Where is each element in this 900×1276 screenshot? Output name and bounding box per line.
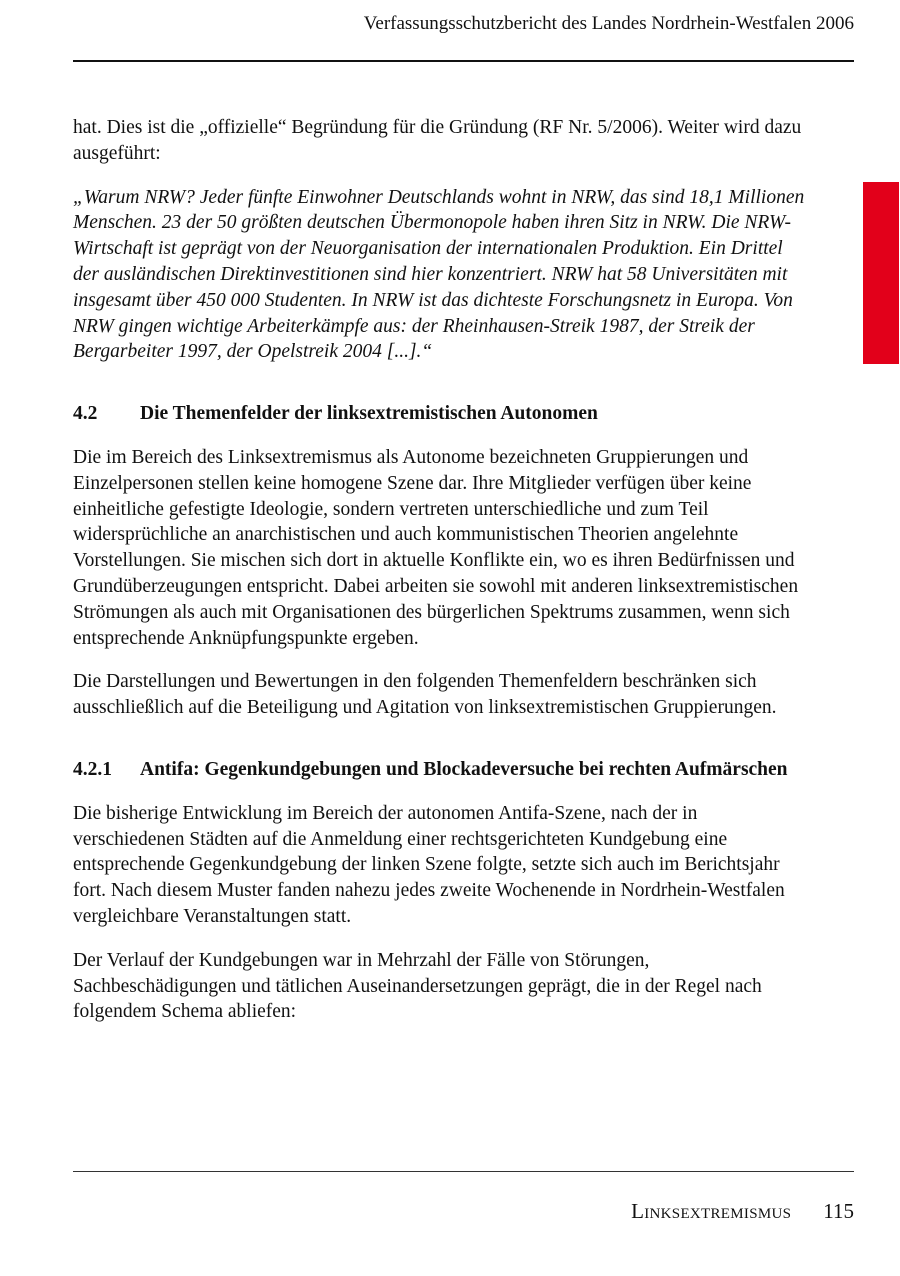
chapter-tab-marker [863, 182, 899, 364]
quote-paragraph: „Warum NRW? Jeder fünfte Einwohner Deutschlands wohnt in NRW, das sind 18,1 Millionen Menschen. 23 der 50 größten deutschen Übermonopole haben ihren Sitz in NRW. Die NRW-Wirtschaft ist geprägt von der Neuorganisation der internationalen Produktion. Ein Drittel der ausländischen Direktinvestitionen sind hier konzentriert. NRW hat 58 Universitäten mit insgesamt über 450 000 Studenten. In NRW ist das dichteste Forschungsnetz in Europa. Von NRW gingen wichtige Arbeiterkämpfe aus: der Rheinhausen-Streik 1987, der Streik der Bergarbeiter 1997, der Opelstreik 2004 [...].“ [73, 186, 805, 363]
section-number: 4.2.1 [73, 758, 112, 780]
page-footer [631, 1198, 854, 1224]
intro-paragraph: hat. Dies ist die „offizielle“ Begründung für die Gründung (RF Nr. 5/2006). Weiter wird dazu ausgeführt: [73, 117, 802, 164]
body-paragraph: Der Verlauf der Kundgebungen war in Mehrzahl der Fälle von Störungen, Sachbeschädigungen und tätlichen Auseinandersetzungen geprägt, die in der Regel nach folgendem Schema abliefen: [73, 949, 762, 1023]
header-divider [73, 60, 854, 62]
page-number: 115 [823, 1199, 854, 1223]
body-paragraph: Die Darstellungen und Bewertungen in den folgenden Themenfeldern beschränken sich ausschließlich auf die Beteiligung und Agitation von linksextremistischen Gruppierungen. [73, 671, 777, 719]
running-header: Verfassungsschutzbericht des Landes Nordrhein-Westfalen 2006 [363, 13, 854, 34]
section-title: Die Themenfelder der linksextremistischen Autonomen [140, 403, 598, 425]
body-paragraph: Die bisherige Entwicklung im Bereich der autonomen Antifa-Szene, nach der in verschiedenen Städten auf die Anmeldung einer rechtsgerichteten Kundgebung eine entsprechende Gegenkundgebung der linken Szene folgte, setzte sich auch im Berichtsjahr fort. Nach diesem Muster fanden nahezu jedes zweite Wochenende in Nordrhein-Westfalen vergleichbare Veranstaltungen statt. [73, 802, 785, 927]
footer-section-name: Linksextremismus [631, 1199, 792, 1223]
page-body [73, 115, 813, 1043]
section-title: Antifa: Gegenkundgebungen und Blockadeversuche bei rechten Aufmärschen [140, 758, 788, 780]
section-heading-4-2-1 [73, 757, 813, 783]
body-paragraph: Die im Bereich des Linksextremismus als Autonome bezeichneten Gruppierungen und Einzelpersonen stellen keine homogene Szene dar. Ihre Mitglieder verfügen über keine einheitliche gefestigte Ideologie, sondern vertreten unterschiedliche und zum Teil widersprüchliche an anarchistischen und auch kommunistischen Theorien angelehnte Vorstellungen. Sie mischen sich dort in aktuelle Konflikte ein, wo es ihren Bedürfnissen und Grundüberzeugungen entspricht. Dabei arbeiten sie sowohl mit anderen linksextremistischen Strömungen als auch mit Organisationen des bürgerlichen Spektrums zusammen, wenn sich entsprechende Anknüpfungspunkte ergeben. [73, 446, 799, 649]
section-number: 4.2 [73, 403, 98, 425]
section-heading-4-2 [73, 401, 813, 427]
footer-divider [73, 1171, 854, 1172]
